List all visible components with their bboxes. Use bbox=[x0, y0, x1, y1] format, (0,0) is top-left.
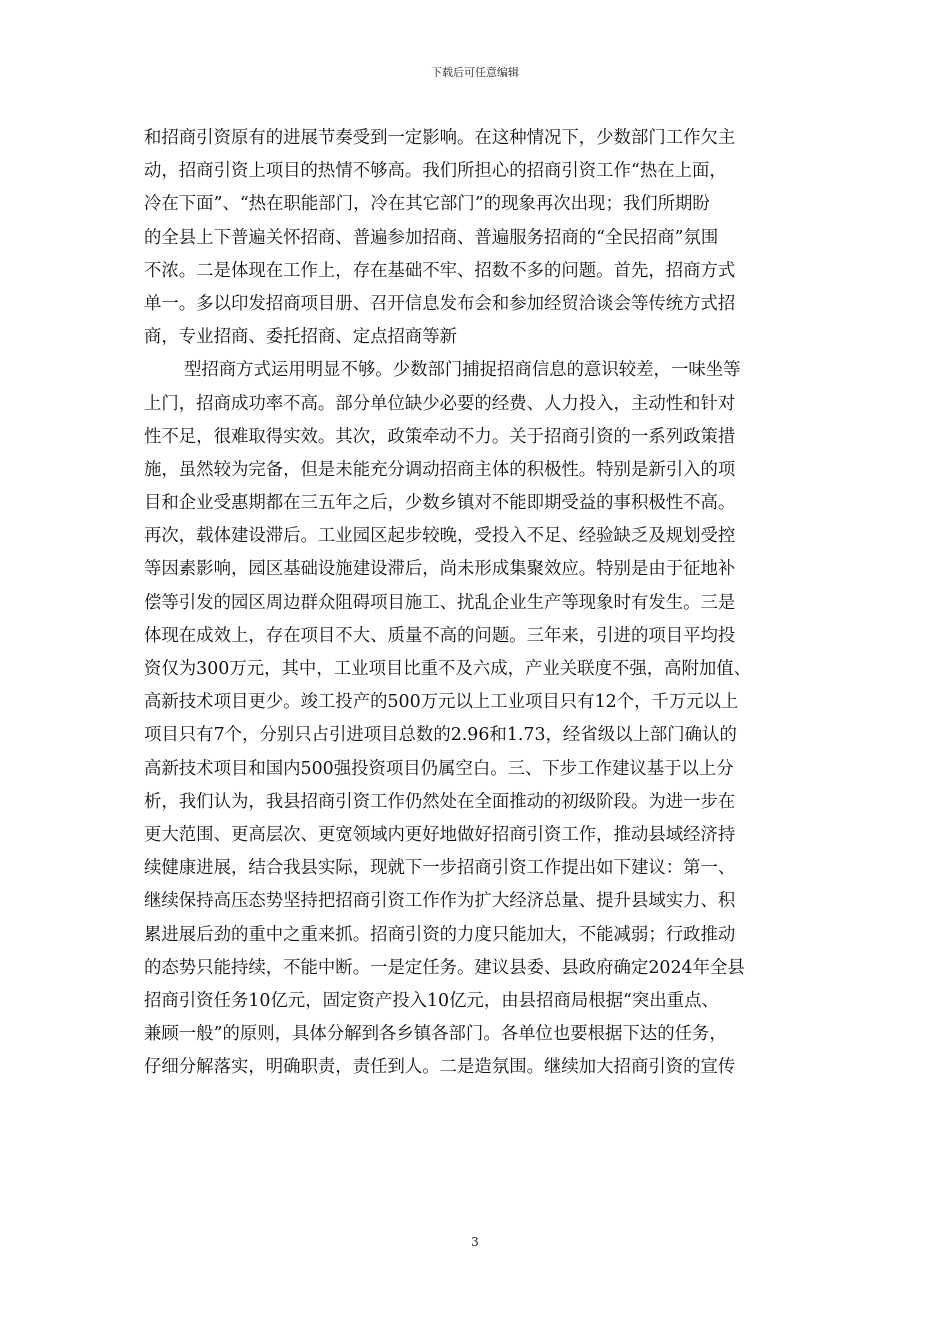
text-line: 仔细分解落实，明确职责，责任到人。二是造氛围。继续加大招商引资的宣传 bbox=[144, 1057, 736, 1078]
text-line: 目和企业受惠期都在三五年之后，少数乡镇对不能即期受益的事积极性不高。 bbox=[144, 493, 736, 514]
text-line: 商，专业招商、委托招商、定点招商等新 bbox=[144, 327, 458, 348]
text-line: 高新技术项目更少。竣工投产的500万元以上工业项目只有12个，千万元以上 bbox=[144, 692, 739, 713]
text-line: 体现在成效上，存在项目不大、质量不高的问题。三年来，引进的项目平均投 bbox=[144, 625, 736, 646]
text-line: 资仅为300万元，其中，工业项目比重不及六成，产业关联度不强，高附加值、 bbox=[144, 659, 752, 679]
text-line: 更大范围、更高层次、更宽领域内更好地做好招商引资工作，推动县域经济持 bbox=[144, 824, 736, 845]
text-line: 析，我们认为，我县招商引资工作仍然处在全面推动的初级阶段。为进一步在 bbox=[144, 791, 736, 812]
text-line: 续健康进展，结合我县实际，现就下一步招商引资工作提出如下建议：第一、 bbox=[144, 858, 736, 879]
text-line: 等因素影响，园区基础设施建设滞后，尚未形成集聚效应。特别是由于征地补 bbox=[144, 559, 736, 580]
text-line: 高新技术项目和国内500强投资项目仍属空白。三、下步工作建议基于以上分 bbox=[144, 758, 734, 779]
text-line: 冷在下面”、“热在职能部门，冷在其它部门”的现象再次出现；我们所期盼 bbox=[144, 194, 710, 215]
text-line: 的态势只能持续，不能中断。一是定任务。建议县委、县政府确定2024年全县 bbox=[144, 957, 745, 978]
text-line: 项目只有7个，分别只占引进项目总数的2.96和1.73，经省级以上部门确认的 bbox=[144, 725, 737, 746]
text-line: 的全县上下普遍关怀招商、普遍参加招商、普遍服务招商的“全民招商”氛围 bbox=[144, 227, 719, 248]
page-number: 3 bbox=[471, 1235, 479, 1249]
document-body bbox=[144, 122, 804, 1084]
text-line: 兼顾一般”的原则，具体分解到各乡镇各部门。各单位也要根据下达的任务， bbox=[144, 1024, 727, 1045]
text-line: 上门，招商成功率不高。部分单位缺少必要的经费、人力投入，主动性和针对 bbox=[144, 393, 736, 414]
page-header: 下载后可任意编辑 bbox=[431, 66, 519, 79]
text-line: 再次，载体建设滞后。工业园区起步较晚，受投入不足、经验缺乏及规划受控 bbox=[144, 526, 736, 547]
text-line: 继续保持高压态势坚持把招商引资工作作为扩大经济总量、提升县域实力、积 bbox=[144, 891, 736, 912]
text-line: 施，虽然较为完备，但是未能充分调动招商主体的积极性。特别是新引入的项 bbox=[144, 459, 736, 480]
text-line: 偿等引发的园区周边群众阻碍项目施工、扰乱企业生产等现象时有发生。三是 bbox=[144, 592, 736, 613]
text-line: 招商引资任务10亿元，固定资产投入10亿元，由县招商局根据“突出重点、 bbox=[144, 990, 719, 1011]
text-line: 累进展后劲的重中之重来抓。招商引资的力度只能加大，不能减弱；行政推动 bbox=[144, 924, 736, 945]
text-line: 性不足，很难取得实效。其次，政策牵动不力。关于招商引资的一系列政策措 bbox=[144, 426, 736, 447]
paragraph-first-line: 型招商方式运用明显不够。少数部门捕捉招商信息的意识较差，一味坐等 bbox=[184, 360, 741, 381]
text-line: 和招商引资原有的进展节奏受到一定影响。在这种情况下，少数部门工作欠主 bbox=[144, 128, 736, 148]
text-line: 动，招商引资上项目的热情不够高。我们所担心的招商引资工作“热在上面， bbox=[144, 161, 727, 182]
text-line: 不浓。二是体现在工作上，存在基础不牢、招数不多的问题。首先，招商方式 bbox=[144, 260, 736, 281]
text-line: 单一。多以印发招商项目册、召开信息发布会和参加经贸洽谈会等传统方式招 bbox=[144, 293, 736, 314]
